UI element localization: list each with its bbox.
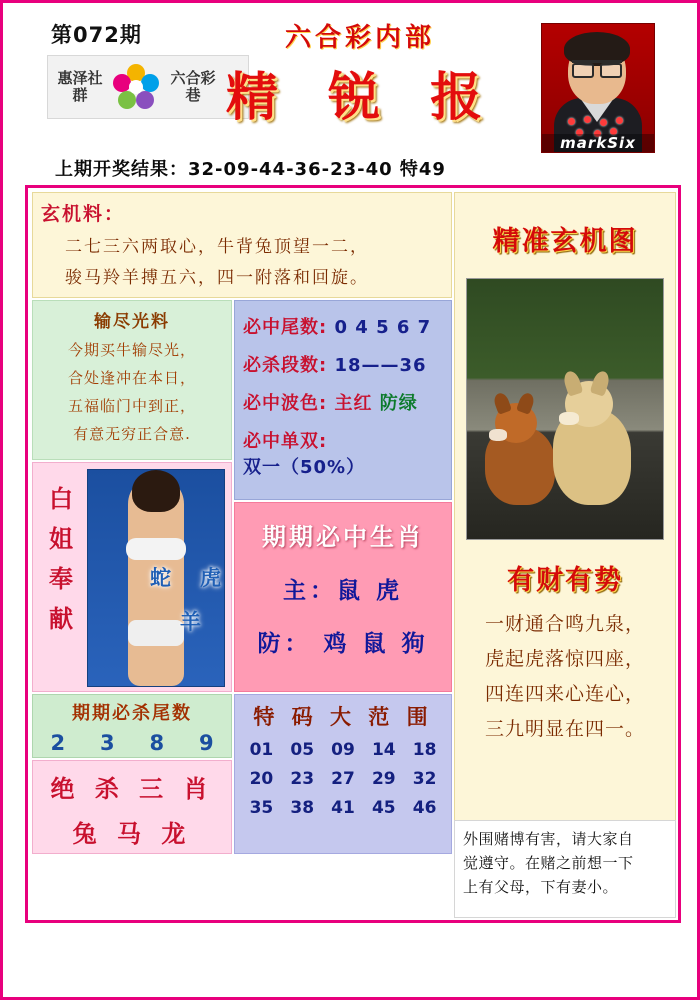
tail-number-value: 0 4 5 6 7 <box>334 317 432 338</box>
kill-three-zodiac-title: 绝 杀 三 肖 <box>50 774 214 803</box>
right-column-subtitle: 有财有势 <box>507 565 623 596</box>
issue-number: 第072期 <box>51 23 142 47</box>
shujinguang-line-3: 五福临门中到正， <box>67 397 196 415</box>
last-draw-result: 上期开奖结果：32-09-44-36-23-40 特49 <box>55 159 446 180</box>
poem-line-1: 一财通合鸣九泉， <box>484 613 645 635</box>
special-num: 32 <box>412 769 437 789</box>
shujinguang-line-1: 今期买牛输尽光， <box>67 341 196 359</box>
odd-even-label: 必中单双: <box>243 431 328 452</box>
shujinguang-line-2: 合处逢冲在本日， <box>67 369 196 387</box>
special-num: 45 <box>371 798 396 818</box>
tail-number-label: 必中尾数: <box>243 317 328 338</box>
color-value-green: 防绿 <box>379 393 418 414</box>
gambling-warning <box>454 820 676 918</box>
baijie-block <box>32 462 232 692</box>
special-num: 20 <box>249 769 274 789</box>
kill-range-value: 18——36 <box>334 355 427 376</box>
special-range-grid <box>235 740 451 818</box>
special-num: 35 <box>249 798 274 818</box>
kill-tail-num-3: 8 <box>149 731 165 755</box>
dogs-photo <box>466 278 664 540</box>
shujinguang-block <box>32 300 232 460</box>
baijie-photo <box>87 469 225 687</box>
portrait-photo <box>541 23 655 153</box>
special-num: 18 <box>412 740 437 760</box>
special-range-row <box>235 769 451 789</box>
right-column-title: 精准玄机图 <box>492 226 638 257</box>
right-column <box>454 192 676 918</box>
shujinguang-title: 输尽光料 <box>94 312 170 332</box>
special-num: 23 <box>290 769 315 789</box>
kill-three-zodiac-value: 兔 马 龙 <box>72 819 192 848</box>
kill-tail-title: 期期必杀尾数 <box>72 703 192 724</box>
masthead-title: 精 锐 报 <box>225 67 499 128</box>
predictions-block <box>234 300 452 500</box>
baijie-word-2: 虎 <box>200 565 221 590</box>
marksix-label: markSix <box>542 134 654 152</box>
odd-even-value: 双一（50%） <box>243 457 366 478</box>
warning-line-2: 觉遵守。在赌之前想一下 <box>463 854 634 872</box>
special-num: 05 <box>290 740 315 760</box>
odd-even-row <box>243 427 451 479</box>
baijie-word-1: 蛇 <box>150 565 171 590</box>
warning-line-1: 外围赌博有害，请大家自 <box>463 830 634 848</box>
special-num: 09 <box>331 740 355 760</box>
kill-tail-block <box>32 694 232 758</box>
right-column-poem <box>455 609 675 741</box>
shujinguang-line-4: 有意无穷正合意. <box>73 425 191 443</box>
special-num: 14 <box>371 740 396 760</box>
brand-right-label: 六合彩巷 <box>170 69 216 104</box>
kill-range-row <box>243 351 451 377</box>
warning-line-3: 上有父母，下有妻小。 <box>463 878 619 896</box>
poem-line-4: 三九明显在四一。 <box>484 718 645 740</box>
kill-tail-num-4: 9 <box>198 731 214 755</box>
special-num: 01 <box>249 740 274 760</box>
poem-line-2: 虎起虎落惊四座， <box>484 648 645 670</box>
xuanji-line-1: 二七三六两取心，牛背兔顶望一二， <box>65 237 369 257</box>
special-range-block <box>234 694 452 854</box>
kill-three-zodiac-block <box>32 760 232 854</box>
page-header <box>3 3 697 152</box>
kill-tail-num-2: 3 <box>99 731 115 755</box>
special-range-row <box>235 798 451 818</box>
special-num: 46 <box>412 798 437 818</box>
zodiac-main: 主：鼠 虎 <box>282 577 403 604</box>
poem-line-3: 四连四来心连心， <box>484 683 645 705</box>
special-num: 29 <box>371 769 396 789</box>
kill-tail-numbers <box>33 731 231 755</box>
kill-range-label: 必杀段数: <box>243 355 328 376</box>
special-num: 27 <box>331 769 355 789</box>
xuanji-line-2: 骏马羚羊搏五六，四一附落和回旋。 <box>65 268 369 288</box>
special-range-row <box>235 740 451 760</box>
baijie-vertical-title: 白姐奉献 <box>49 484 73 633</box>
zodiac-block <box>234 502 452 692</box>
color-label: 必中波色: <box>243 393 328 414</box>
zodiac-defend: 防： 鸡 鼠 狗 <box>257 630 429 657</box>
masthead-subtitle: 六合彩内部 <box>284 23 435 53</box>
zodiac-title: 期期必中生肖 <box>262 522 424 551</box>
baijie-word-3: 羊 <box>180 609 201 634</box>
special-num: 41 <box>331 798 355 818</box>
kill-tail-num-1: 2 <box>50 731 66 755</box>
tail-number-row <box>243 313 451 339</box>
brand-left-label: 惠泽社群 <box>57 69 103 104</box>
color-row <box>243 389 451 415</box>
special-range-title: 特 码 大 范 围 <box>253 704 433 729</box>
xuanji-block <box>32 192 452 298</box>
xuanji-heading: 玄机料： <box>41 203 126 225</box>
special-num: 38 <box>290 798 315 818</box>
main-content-frame <box>25 185 681 923</box>
color-value-red: 主红 <box>334 393 373 414</box>
